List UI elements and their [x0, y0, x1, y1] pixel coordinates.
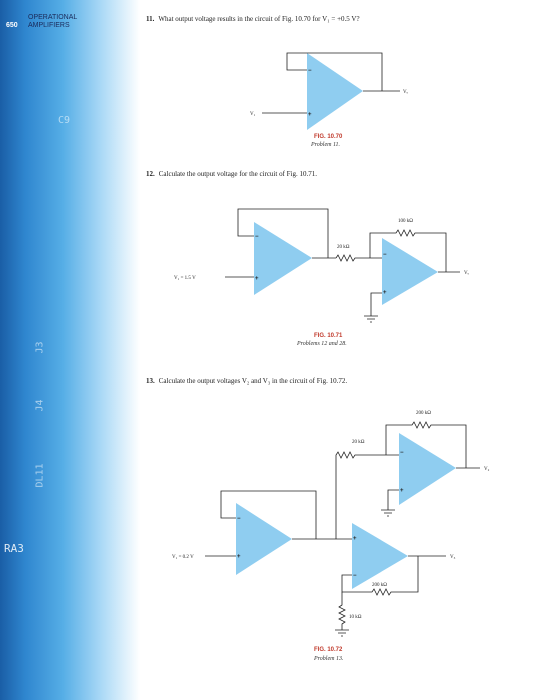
figure-caption: Problem 11. [311, 142, 340, 148]
svg-text:−: − [255, 234, 259, 240]
resistor-label: 10 kΩ [349, 615, 362, 620]
chapter-title: OPERATIONAL AMPLIFIERS [28, 14, 78, 29]
figure-label: FIG. 10.71 [314, 333, 343, 339]
svg-text:+: + [353, 536, 357, 542]
svg-text:−: − [353, 573, 357, 579]
problem-number: 11. [146, 15, 155, 23]
input-label: V₁ = 1.5 V [174, 276, 196, 281]
svg-text:+: + [255, 276, 259, 282]
resistor-label: 200 kΩ [416, 411, 431, 416]
pcb-mark: J4 [34, 399, 46, 412]
resistor-20k [336, 255, 382, 261]
svg-text:−: − [308, 68, 312, 74]
problem-text: Calculate the output voltage for the circuit of Fig. 10.71. [158, 170, 317, 178]
output-label: V₃ [450, 555, 456, 560]
problem-text: Calculate the output voltages V₂ and V₃ in the circuit of Fig. 10.72. [158, 377, 348, 385]
figure-10-71-circuit [174, 209, 470, 322]
page-number: 650 [6, 22, 18, 29]
svg-text:+: + [400, 488, 404, 494]
pcb-mark: J3 [34, 341, 46, 354]
input-label: V₁ [250, 112, 256, 117]
op-amp [307, 53, 363, 130]
input-label: V₁ = 0.2 V [172, 555, 194, 560]
problem-number: 13. [146, 377, 155, 385]
problem-text: What output voltage results in the circuit of Fig. 10.70 for V₁ = +0.5 V? [158, 15, 360, 23]
resistor-20k [336, 452, 399, 539]
resistor-label: 200 kΩ [372, 583, 387, 588]
ground-symbol [381, 490, 399, 516]
ground-symbol [364, 293, 382, 322]
output-label: Vₒ [464, 271, 470, 276]
resistor-label: 100 kΩ [398, 219, 413, 224]
figure-10-70-circuit [250, 53, 409, 130]
output-label: V₂ [484, 467, 490, 472]
op-amp-1 [254, 222, 312, 295]
resistor-label: 20 kΩ [352, 440, 365, 445]
resistor-10k-to-ground [335, 592, 349, 636]
op-amp-2 [399, 433, 456, 505]
output-label: Vₒ [403, 90, 409, 95]
op-amp-3 [352, 523, 408, 589]
op-amp-2 [382, 238, 438, 305]
figure-label: FIG. 10.70 [314, 134, 343, 140]
figure-caption: Problem 13. [314, 656, 344, 662]
figure-10-72-circuit [172, 411, 490, 636]
svg-text:+: + [308, 112, 312, 118]
svg-text:−: − [400, 450, 404, 456]
resistor-label: 20 kΩ [337, 245, 350, 250]
op-amp-1 [236, 503, 292, 575]
pcb-mark: DL11 [34, 463, 46, 488]
figure-caption: Problems 12 and 28. [297, 341, 347, 347]
pcb-mark: C9 [58, 115, 71, 126]
problem-number: 12. [146, 170, 155, 178]
svg-text:+: + [237, 554, 241, 560]
figure-label: FIG. 10.72 [314, 647, 343, 653]
svg-text:−: − [237, 516, 241, 522]
pcb-mark: RA3 [4, 542, 24, 555]
svg-text:−: − [383, 252, 387, 258]
svg-text:+: + [383, 290, 387, 296]
